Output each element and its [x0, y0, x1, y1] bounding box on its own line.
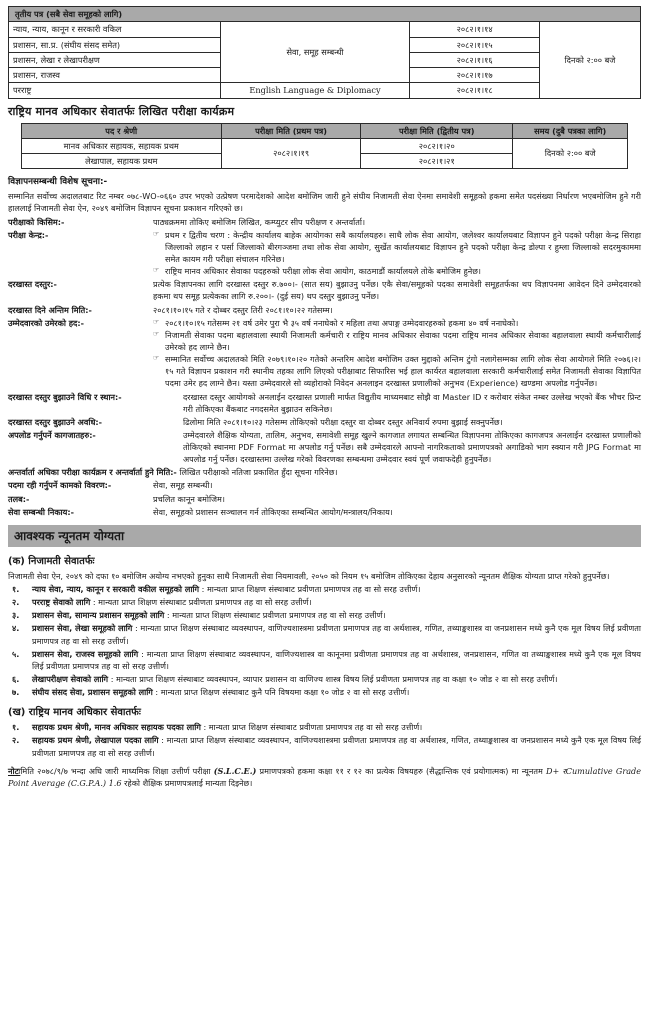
- detail-value: ढिलोमा मिति २०८१।१०।२३ गतेसम्म तोकिएको परीक्षा दस्तुर वा दोब्बर दस्तुर अनिवार्य रुपमा बुझाई सक्नुपर्नेछ।: [183, 416, 503, 427]
- detail-row-age-limit: [8, 317, 641, 390]
- bullet-item: [153, 317, 641, 329]
- list-item-title: सहायक प्रथम श्रेणी, मानव अधिकार सहायक पदका लागि: [32, 722, 201, 733]
- list-item: [8, 609, 641, 621]
- list-item-text: : मान्यता प्राप्त शिक्षण संस्थाबाट व्यवस्थापन, व्यापार प्रशासन वा वाणिज्य शास्त्र विषय लिई प्रवीणता प्रमाणपत्र तह वा कक्षा १० जोड २ वा सो सरह उत्तीर्ण।: [108, 674, 558, 685]
- detail-row-exam-center: [8, 229, 641, 278]
- service-name: प्रशासन, लेखा र लेखापरीक्षण: [9, 52, 221, 67]
- second-paper-date: २०८२।१।२०: [361, 138, 513, 153]
- exam-date: २०८२।१।१४: [410, 22, 540, 37]
- note-part2: प्रमाणपत्रको हकमा कक्षा ११ र १२ का प्रत्येक विषयहरु (सैद्धान्तिक एवं प्रयोगात्मक) मा न्यूनतम: [256, 765, 546, 776]
- detail-label: दरखास्त दस्तुर बुझाउने विधि र स्थान:-: [8, 391, 122, 402]
- bullet-icon: ☞: [153, 317, 160, 326]
- list-item-text: : मान्यता प्राप्त शिक्षण संस्थाबाट प्रवीणता प्रमाणपत्र तह वा सो सरह उत्तीर्ण।: [164, 610, 386, 621]
- detail-label: परीक्षाको किसिम:-: [8, 216, 65, 227]
- merged-first-paper-date: २०८२।१।१९: [221, 138, 361, 169]
- list-item-text: : मान्यता प्राप्त शिक्षण संस्थाबाट कुनै पनि विषयमा कक्षा १० जोड २ वा सो सरह उत्तीर्ण।: [152, 687, 410, 698]
- post-name: लेखापाल, सहायक प्रथम: [21, 154, 221, 169]
- detail-row-application-fee: [8, 278, 641, 302]
- detail-value: सेवा, समूहको प्रशासन सञ्चालन गर्न तोकिएका सम्बन्धित आयोग/मन्त्रालय/निकाय।: [153, 506, 393, 517]
- list-item: [8, 583, 641, 595]
- table-band-row: [9, 7, 641, 22]
- list-number: १.: [12, 584, 20, 595]
- bullet-item: [153, 265, 641, 277]
- list-item-text: : मान्यता प्राप्त शिक्षण संस्थाबाट व्यवस्थापन, वाणिज्यशास्त्रमा प्रवीणता प्रमाणपत्र तह वा अर्थशास्त्र, गणित, तथ्याङ्कशास्त्र वा जनप्रशासन मध्ये कुनै एक मूल विषय लिई प्रवीणता प्रमाणपत्र तह वा सो सरह उत्तीर्ण।: [32, 735, 641, 758]
- exam-date: २०८२।१।१६: [410, 52, 540, 67]
- detail-value: प्रत्येक विज्ञापनका लागि दरखास्त दस्तुर रु.७००।- (सात सय) बुझाउनु पर्नेछ। एकै सेवा/समूहको पदका समावेशी समूहतर्फका थप विज्ञापनमा आवेदन दिने उम्मेदवारको हकमा थप समूह प्रत्येकका लागि रु.२००।- (दुई सय) थप दस्तुर बुझाउनु पर्नेछ।: [153, 279, 641, 302]
- subject-name: English Language & Diplomacy: [220, 83, 410, 98]
- detail-label: दरखास्त दस्तुर बुझाउने अवधि:-: [8, 416, 103, 427]
- list-number: २.: [12, 597, 20, 608]
- section-b-items: [8, 721, 641, 758]
- list-number: ३.: [12, 610, 20, 621]
- nhrc-exam-table: [21, 123, 629, 170]
- detail-label: दरखास्त दिने अन्तिम मिति:-: [8, 304, 92, 315]
- detail-row-fee-payment-period: [8, 416, 641, 428]
- column-header-time: समय (दुबै पत्रका लागि): [513, 123, 628, 138]
- table-row: [9, 22, 641, 37]
- bullet-icon: ☞: [153, 329, 160, 338]
- detail-row-fee-payment-method: [8, 391, 641, 415]
- detail-value: २०८१।१०।१५ गते र दोब्बर दस्तुर तिरी २०८१।१०।२२ गतेसम्म।: [153, 304, 333, 315]
- detail-label: उम्मेदवारको उमेरको हद:-: [8, 317, 84, 328]
- detail-value: उम्मेदवारले शैक्षिक योग्यता, तालिम, अनुभव, समावेशी समूह खुल्ने कागजात लगायत सम्बन्धित विज्ञापनमा तोकिएका कागजपत्र अनलाईन दरखास्त प्रणालीको तोकिएको स्थानमा PDF Format मा अपलोड गर्नु पर्नेछ। सबै उम्मेदवारले आफ्नो नागरिकताको प्रमाणपत्रको अगाडिको भाग स्क्यान गरी JPG Format मा अपलोड गर्नु पर्नेछ। दरखास्तमा उल्लेख गरेको विवरणका सम्बन्धमा उम्मेदवार स्वयं पूर्ण जवाफदेही हुनुपर्नेछ।: [183, 429, 641, 465]
- service-name: न्याय, न्याय, कानून र सरकारी वकिल: [9, 22, 221, 37]
- merged-time-cell: दिनको २:०० बजे: [513, 138, 628, 169]
- list-number: ६.: [12, 674, 20, 685]
- detail-label: पदमा रही गर्नुपर्ने कामको विवरण:-: [8, 480, 112, 491]
- column-header-second-paper-date: परीक्षा मिति (द्वितीय पत्र): [361, 123, 513, 138]
- section-a-intro: निजामती सेवा ऐन, २०४९ को दफा १० बमोजिम अयोग्य नभएको हुनुका साथै निजामती सेवा नियमावली, २०५० को नियम १५ बमोजिम तोकिएका देहाय अनुसारको न्यूनतम शैक्षिक योग्यता प्राप्त गरेको हुनुपर्नेछ।: [8, 570, 610, 581]
- list-number: ७.: [12, 687, 20, 698]
- list-item: [8, 622, 641, 646]
- detail-value: प्रचलित कानून बमोजिम।: [153, 493, 225, 504]
- section-a-title: (क) निजामती सेवातर्फः: [8, 555, 95, 567]
- detail-row-job-description: [8, 479, 641, 491]
- column-header-post: पद र श्रेणी: [21, 123, 221, 138]
- bullet-text: २०८१।१०।१५ गतेसम्म २१ वर्ष उमेर पुरा भै ३५ वर्ष ननाघेको र महिला तथा अपाङ्ग उम्मेदवारहरुको हकमा ४० वर्ष ननाघेको।: [165, 317, 519, 328]
- nhrc-section-heading: राष्ट्रिय मानव अधिकार सेवातर्फः लिखित परीक्षा कार्यक्रम: [8, 104, 235, 118]
- exam-date: २०८२।१।१८: [410, 83, 540, 98]
- special-notice-paragraph: सम्मानित सर्वोच्च अदालतबाट रिट नम्बर ०७८-WO-०६६० उपर भएको उत्प्रेषण परमादेशको आदेश बमोजिम जारी हुने संघीय निजामती सेवा ऐनमा समावेशी समूहको हकमा समेत पदसंख्या निर्धारण भएबमोजिम हुने गरी हाललाई निजामती सेवा ऐन, २०४९ बमोजिम विज्ञापन सूचना प्रकाशन गरिएको छ।: [8, 191, 641, 214]
- note-label: नोटः: [8, 765, 21, 776]
- list-number: २.: [12, 735, 20, 746]
- list-item: [8, 721, 641, 733]
- note-part3: रहेको शैक्षिक प्रमाणपत्रलाई मान्यता दिइनेछ।: [121, 777, 253, 788]
- bullet-item: [153, 229, 641, 265]
- table-row: [21, 138, 628, 153]
- list-item: [8, 734, 641, 758]
- service-name: परराष्ट्र: [9, 83, 221, 98]
- bullet-icon: ☞: [153, 266, 160, 275]
- detail-row-interview-schedule: [8, 466, 641, 478]
- detail-row-exam-type: [8, 216, 641, 228]
- bullet-item: [153, 329, 641, 353]
- list-item-text: : मान्यता प्राप्त शिक्षण संस्थाबाट व्यवस्थापन, वाणिज्यशास्त्रमा प्रवीणता प्रमाणपत्र तह वा अर्थशास्त्र, गणित, तथ्याङ्कशास्त्र वा जनप्रशासन मध्ये कुनै एक मूल विषय लिई प्रवीणता प्रमाणपत्र तह वा सो सरह उत्तीर्ण।: [32, 623, 641, 646]
- bullet-text: राष्ट्रिय मानव अधिकार सेवाका पदहरुको परीक्षा लोक सेवा आयोग, काठमाडौं कार्यालयले तोके बमोजिम हुनेछ।: [165, 266, 481, 277]
- detail-row-salary: [8, 493, 641, 505]
- detail-value: पाठ्यक्रममा तोकिए बमोजिम लिखित, कम्प्युटर सीप परीक्षण र अन्तर्वार्ता।: [153, 216, 366, 227]
- bullet-item: [153, 353, 641, 389]
- list-item-title: प्रशासन सेवा, राजस्व समूहको लागि: [32, 648, 139, 659]
- bullet-icon: ☞: [153, 229, 160, 238]
- post-name: मानव अधिकार सहायक, सहायक प्रथम: [21, 138, 221, 153]
- details-list: [8, 216, 641, 518]
- note-cgpa-requirement: D+ रCumulative Grade Point Average (C.G.P.A.) 1.6: [8, 765, 641, 788]
- merged-subject-cell: सेवा, समूह सम्बन्धी: [220, 22, 410, 83]
- detail-row-last-date: [8, 304, 641, 316]
- bullet-text: प्रथम र द्वितीय चरण : केन्द्रीय कार्यालय बाहेक आयोगका सबै कार्यालयहरु। साथै लोक सेवा आयोग, जलेश्वर कार्यालयबाट विज्ञापन हुने पदको परीक्षा केन्द्र सिराहा जिल्लाको लहान र पर्सा जिल्लाको बीरगञ्जमा तथा लोक सेवा आयोग, सुर्खेत कार्यालयबाट विज्ञापन हुने पदको परीक्षा केन्द्र डोल्पा र हुम्ला जिल्लाको सदरमुकाममा समेत कायम गरी परीक्षा संचालन गरिनेछ।: [165, 229, 641, 264]
- list-item: [8, 686, 641, 698]
- list-item-text: : मान्यता प्राप्त शिक्षण संस्थाबाट प्रवीणता प्रमाणपत्र तह वा सो सरह उत्तीर्ण।: [200, 722, 423, 733]
- exam-date: २०८२।१।१७: [410, 68, 540, 83]
- detail-label: अन्तर्वार्ता अधिका परीक्षा कार्यक्रम र अन्तर्वार्ता हुने मिति:-: [8, 467, 177, 478]
- list-item: [8, 673, 641, 685]
- detail-label: सेवा सम्बन्धी निकाय:-: [8, 506, 74, 517]
- list-item-text: : मान्यता प्राप्त शिक्षण संस्थाबाट प्रवीणता प्रमाणपत्र तह वा सो सरह उत्तीर्ण।: [199, 584, 421, 595]
- service-name: प्रशासन, सा.प्र. (संघीय संसद समेत): [9, 37, 221, 52]
- list-item: [8, 648, 641, 672]
- detail-value: सेवा, समूह सम्बन्धी।: [153, 480, 213, 491]
- detail-label: अपलोड गर्नुपर्ने कागजातहरु:-: [8, 429, 96, 440]
- section-a-items: [8, 583, 641, 698]
- note-part1: मिति २०७८/९/७ भन्दा अघि जारी माध्यमिक शिक्षा उत्तीर्ण परीक्षा: [20, 765, 214, 776]
- list-number: ४.: [12, 623, 20, 634]
- third-paper-band-title: तृतीय पत्र (सबै सेवा समूहको लागि): [9, 7, 641, 22]
- detail-value: लिखित परीक्षाको नतिजा प्रकाशित हुँदा सूचना गरिनेछ।: [179, 467, 338, 478]
- exam-date: २०८२।१।१५: [410, 37, 540, 52]
- detail-row-service-body: [8, 506, 641, 518]
- list-number: ५.: [12, 648, 20, 659]
- list-item-title: प्रशासन सेवा, सामान्य प्रशासन समूहको लागि: [32, 610, 165, 621]
- qualification-banner: आवश्यक न्यूनतम योग्यता: [8, 525, 641, 547]
- column-header-first-paper-date: परीक्षा मिति (प्रथम पत्र): [221, 123, 361, 138]
- detail-row-upload-documents: [8, 429, 641, 465]
- detail-value: दरखास्त दस्तुर आयोगको अनलाईन दरखास्त प्रणाली मार्फत विद्युतीय माध्यमबाट सोझै वा Master ID र करोबार संकेत नम्बर उल्लेख भएको बैंक भौचर प्रिन्ट गरी तोकिएका बैंकबाट नगदसमेत बुझाउन सकिनेछ।: [183, 391, 641, 414]
- bullet-text: निजामती सेवाका पदमा बहालवाला स्थायी निजामती कर्मचारी र राष्ट्रिय मानव अधिकार सेवाका पदमा राष्ट्रिय मानव अधिकार सेवाका बहालवाला स्थायी कर्मचारीलाई उमेरको हद लाग्ने छैन।: [165, 329, 641, 352]
- list-item-title: परराष्ट्र सेवाको लागि: [32, 597, 91, 608]
- list-number: १.: [12, 722, 20, 733]
- list-item-title: प्रशासन सेवा, लेखा समूहको लागि: [32, 623, 133, 634]
- third-paper-table: [8, 6, 641, 99]
- detail-label: परीक्षा केन्द्र:-: [8, 229, 49, 240]
- second-paper-date: २०८२।१।२१: [361, 154, 513, 169]
- special-notice-title: विज्ञापनसम्बन्धी विशेष सूचना:-: [8, 177, 108, 188]
- list-item-title: सहायक प्रथम श्रेणी, लेखापाल पदका लागि: [32, 735, 159, 746]
- service-name: प्रशासन, राजस्व: [9, 68, 221, 83]
- list-item-title: संघीय संसद सेवा, प्रशासन समूहको लागि: [32, 687, 153, 698]
- list-item-title: न्याय सेवा, न्याय, कानून र सरकारी वकील समूहको लागि: [32, 584, 200, 595]
- list-item: [8, 596, 641, 608]
- note-block: [8, 765, 641, 789]
- note-slce-abbrev: (S.L.C.E.): [213, 765, 257, 776]
- detail-label: तलब:-: [8, 493, 30, 504]
- bullet-icon: ☞: [153, 354, 160, 363]
- list-item-text: : मान्यता प्राप्त शिक्षण संस्थाबाट व्यवस्थापन, वाणिज्यशास्त्र वा कानूनमा प्रवीणता प्रमाणपत्र तह वा अर्थशास्त्र, जनप्रशासन, गणित वा तथ्याङ्कशास्त्र मध्ये कुनै एक मूल विषय लिई प्रवीणता प्रमाणपत्र तह वा सो सरह उत्तीर्ण।: [32, 648, 641, 671]
- table-header-row: [21, 123, 628, 138]
- list-item-text: : मान्यता प्राप्त शिक्षण संस्थाबाट प्रवीणता प्रमाणपत्र तह वा सो सरह उत्तीर्ण।: [90, 597, 312, 608]
- section-b-title: (ख) राष्ट्रिय मानव अधिकार सेवातर्फः: [8, 707, 141, 719]
- bullet-text: सम्मानित सर्वोच्च अदालतको मिति २०७९।१०।२० गतेको अन्तरिम आदेश बमोजिम उक्त मुद्दाको अन्तिम टुंगो नलागेसम्मका लागि लोक सेवा आयोगले मिति २०७६।२।१५ गते विज्ञापन प्रकाशन गरी स्थानीय तहका लागि लिएको परीक्षाबाट सिफारिस भई हाल कार्यरत बहालवाला सरकारी कर्मचारीलाई समेत निजामती सेवाका विज्ञापित पदमा उमेर हद लाग्ने छैन। यस्ता उम्मेदवारले सो व्यहोराको निवेदन अनलाइन दरखास्त प्रणालीको अनुभव (Experience) खण्डमा अपलोड गर्नुपर्नेछ।: [165, 354, 641, 389]
- list-item-title: लेखापरीक्षण सेवाको लागि: [32, 674, 109, 685]
- detail-label: दरखास्त दस्तुर:-: [8, 279, 57, 290]
- merged-time-cell: दिनको २:०० बजे: [539, 22, 640, 98]
